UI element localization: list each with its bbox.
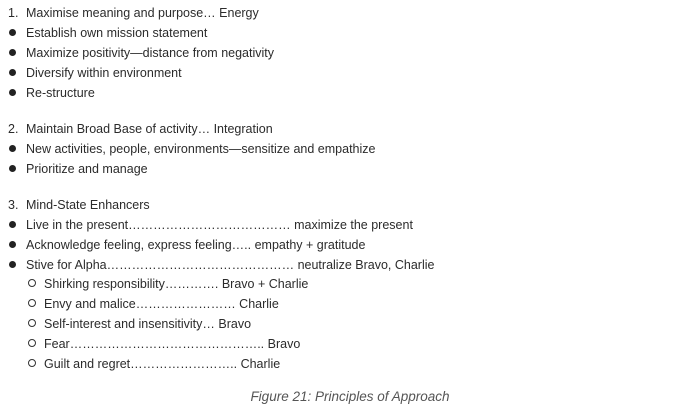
- list-item-text: Live in the present………………………………… maximize the present: [26, 218, 413, 232]
- hollow-circle-icon: [28, 279, 36, 287]
- list-item: [8, 256, 434, 274]
- bullet-icon: [9, 241, 16, 248]
- sub-list-item-text: Envy and malice…………………… Charlie: [44, 297, 279, 311]
- section-3-heading-text: Mind-State Enhancers: [26, 198, 150, 212]
- list-item: [8, 84, 95, 102]
- bullet-icon: [9, 145, 16, 152]
- bullet-icon: [9, 29, 16, 36]
- bullet-icon: [9, 69, 16, 76]
- sub-list-item-text: Shirking responsibility…………. Bravo + Charlie: [44, 277, 309, 291]
- bullet-icon: [9, 261, 16, 268]
- section-2-heading-text: Maintain Broad Base of activity… Integration: [26, 122, 273, 136]
- sub-list-item: [27, 315, 251, 333]
- list-item: [8, 140, 375, 158]
- list-item-text: Diversify within environment: [26, 66, 182, 80]
- list-item-text: Prioritize and manage: [26, 162, 148, 176]
- list-item: [8, 160, 148, 178]
- section-1-number: 1.: [8, 6, 19, 20]
- sub-list-item: [27, 355, 280, 373]
- section-2-heading: [8, 120, 273, 138]
- figure-caption: Figure 21: Principles of Approach: [250, 389, 450, 404]
- sub-list-item-text: Guilt and regret…………………….. Charlie: [44, 357, 281, 371]
- bullet-icon: [9, 49, 16, 56]
- bullet-icon: [9, 165, 16, 172]
- sub-list-item-text: Fear……………………………………….. Bravo: [44, 337, 301, 351]
- list-item-text: Acknowledge feeling, express feeling….. empathy + gratitude: [26, 238, 366, 252]
- bullet-icon: [9, 89, 16, 96]
- hollow-circle-icon: [28, 339, 36, 347]
- list-item-text: Establish own mission statement: [26, 26, 208, 40]
- list-item-text: Stive for Alpha……………………………………… neutralize Bravo, Charlie: [26, 258, 435, 272]
- section-3-number: 3.: [8, 198, 19, 212]
- sub-list-item: [27, 275, 308, 293]
- list-item: [8, 64, 182, 82]
- list-item-text: Re-structure: [26, 86, 95, 100]
- sub-list-item-text: Self-interest and insensitivity… Bravo: [44, 317, 252, 331]
- sub-list-item: [27, 295, 279, 313]
- list-item-text: Maximize positivity—distance from negativity: [26, 46, 274, 60]
- list-item: [8, 236, 365, 254]
- section-3-heading: [8, 196, 150, 214]
- section-1-heading-text: Maximise meaning and purpose… Energy: [26, 6, 259, 20]
- list-item: [8, 44, 274, 62]
- hollow-circle-icon: [28, 319, 36, 327]
- list-item-text: New activities, people, environments—sensitize and empathize: [26, 142, 376, 156]
- hollow-circle-icon: [28, 359, 36, 367]
- section-1-heading: [8, 4, 259, 22]
- list-item: [8, 24, 207, 42]
- section-2-number: 2.: [8, 122, 19, 136]
- sub-list-item: [27, 335, 300, 353]
- hollow-circle-icon: [28, 299, 36, 307]
- bullet-icon: [9, 221, 16, 228]
- list-item: [8, 216, 413, 234]
